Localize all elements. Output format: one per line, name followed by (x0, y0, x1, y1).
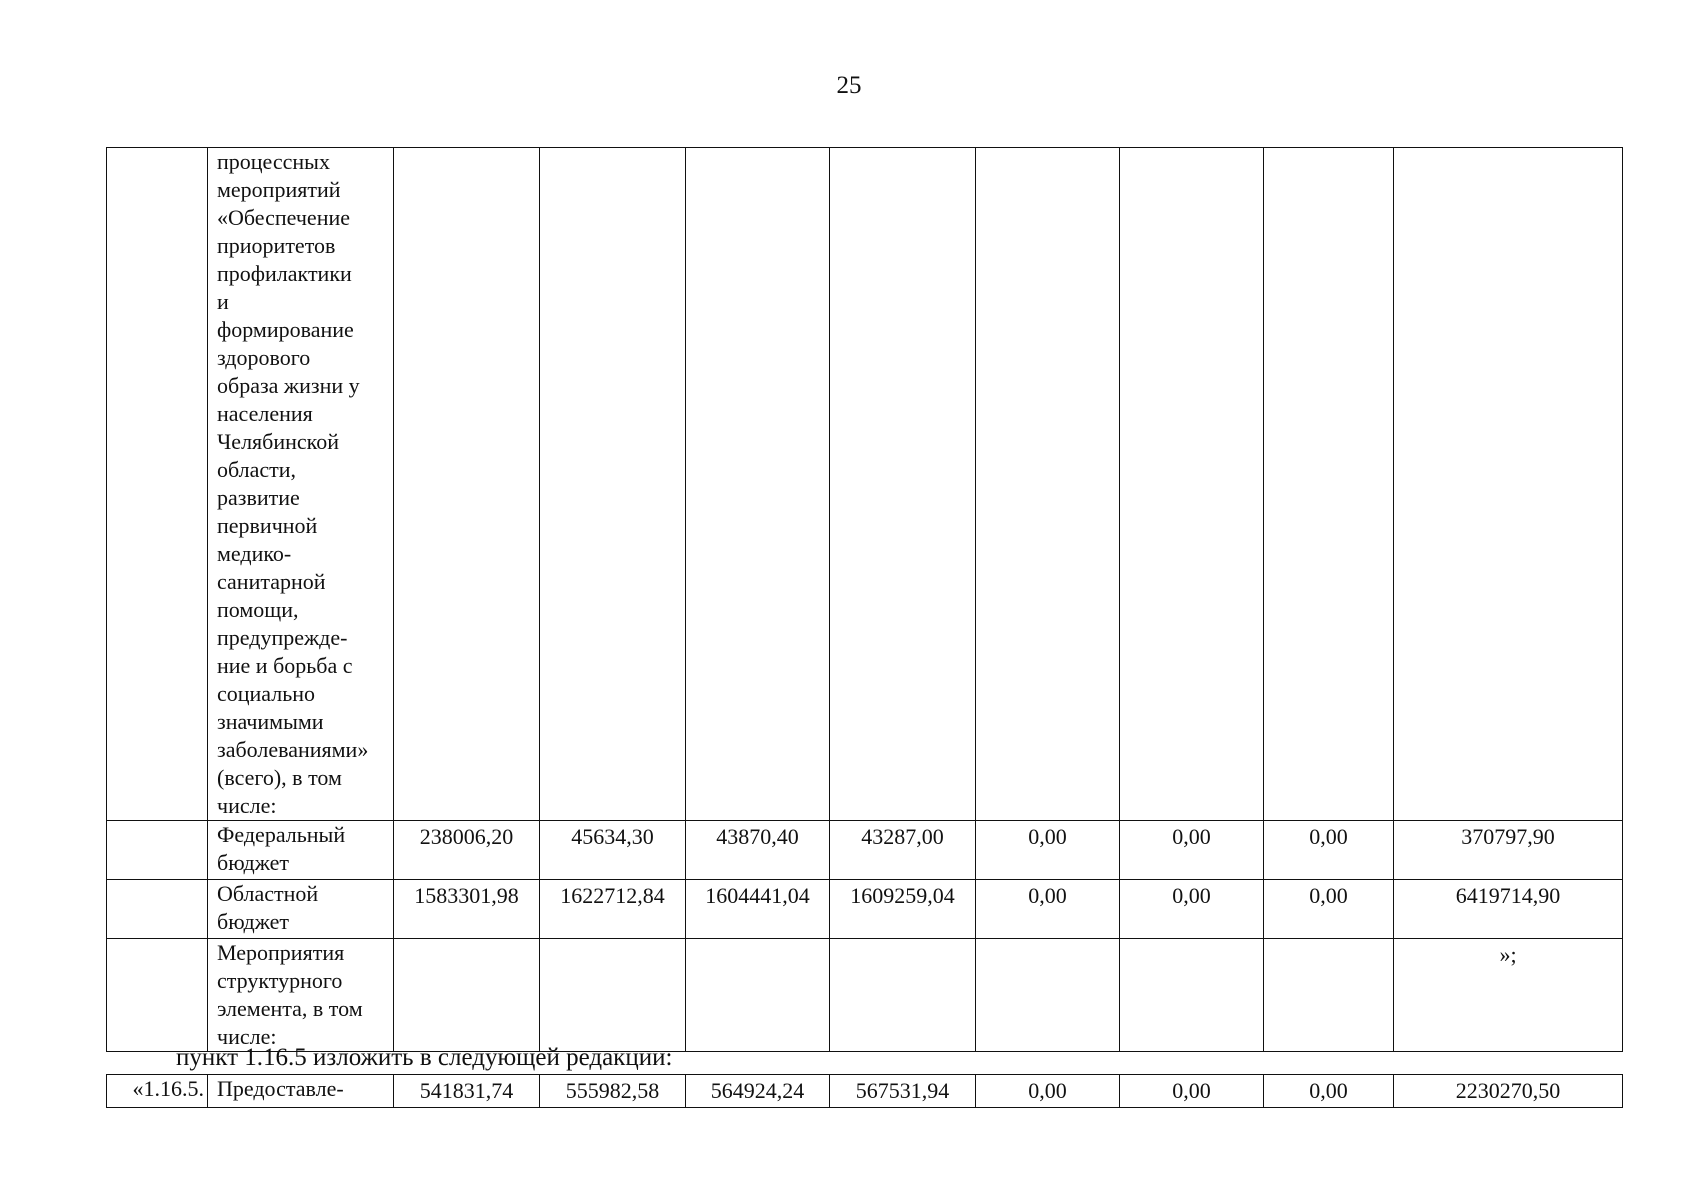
value-cell: 0,00 (1120, 880, 1264, 939)
value-cell (1120, 939, 1264, 1052)
value-cell: 43870,40 (686, 821, 830, 880)
value-cell (1264, 148, 1394, 821)
item-table (106, 1074, 1623, 1108)
row-number-cell (107, 148, 208, 821)
value-cell: 0,00 (1120, 821, 1264, 880)
value-cell: 0,00 (976, 821, 1120, 880)
value-cell (1264, 939, 1394, 1052)
table-row (107, 1075, 1623, 1108)
page-number: 25 (836, 72, 862, 99)
row-number-cell: «1.16.5. (107, 1075, 208, 1108)
value-cell: 0,00 (1264, 880, 1394, 939)
value-cell (830, 148, 976, 821)
total-cell (1394, 148, 1623, 821)
value-cell: 567531,94 (830, 1075, 976, 1108)
closing-quote-cell: »; (1394, 939, 1623, 1052)
value-cell (394, 148, 540, 821)
value-cell: 564924,24 (686, 1075, 830, 1108)
value-cell: 555982,58 (540, 1075, 686, 1108)
value-cell: 1604441,04 (686, 880, 830, 939)
value-cell: 0,00 (1120, 1075, 1264, 1108)
row-number-cell (107, 880, 208, 939)
value-cell (830, 939, 976, 1052)
value-cell: 0,00 (1264, 821, 1394, 880)
total-cell: 2230270,50 (1394, 1075, 1623, 1108)
row-label-cell: процессных мероприятий «Обеспечение приоритетов профилактики и формирование здорового образа жизни у населения Челябинской области, развитие первичной медико- санитарной помощи, предупрежде- ние и борьба с социально значимыми заболеваниями» (всего), в том числе: (208, 148, 394, 821)
total-cell: 370797,90 (1394, 821, 1623, 880)
row-label-cell: Федеральный бюджет (208, 821, 394, 880)
value-cell (686, 148, 830, 821)
row-label-cell: Областной бюджет (208, 880, 394, 939)
value-cell (540, 148, 686, 821)
value-cell (976, 939, 1120, 1052)
value-cell: 541831,74 (394, 1075, 540, 1108)
total-cell: 6419714,90 (1394, 880, 1623, 939)
value-cell: 45634,30 (540, 821, 686, 880)
table-row (107, 880, 1623, 939)
value-cell (686, 939, 830, 1052)
value-cell: 0,00 (976, 1075, 1120, 1108)
budget-table (106, 147, 1623, 1052)
table-row (107, 939, 1623, 1052)
row-number-cell (107, 939, 208, 1052)
value-cell (394, 939, 540, 1052)
value-cell: 0,00 (976, 880, 1120, 939)
value-cell: 1622712,84 (540, 880, 686, 939)
value-cell: 0,00 (1264, 1075, 1394, 1108)
value-cell: 1583301,98 (394, 880, 540, 939)
value-cell (1120, 148, 1264, 821)
row-number-cell (107, 821, 208, 880)
row-label-cell: Предоставле- (208, 1075, 394, 1108)
row-label-cell: Мероприятия структурного элемента, в том числе: (208, 939, 394, 1052)
value-cell (976, 148, 1120, 821)
value-cell: 43287,00 (830, 821, 976, 880)
instruction-text: пункт 1.16.5 изложить в следующей редакции: (176, 1044, 673, 1071)
table-row (107, 821, 1623, 880)
value-cell: 238006,20 (394, 821, 540, 880)
value-cell (540, 939, 686, 1052)
value-cell: 1609259,04 (830, 880, 976, 939)
table-row (107, 148, 1623, 821)
